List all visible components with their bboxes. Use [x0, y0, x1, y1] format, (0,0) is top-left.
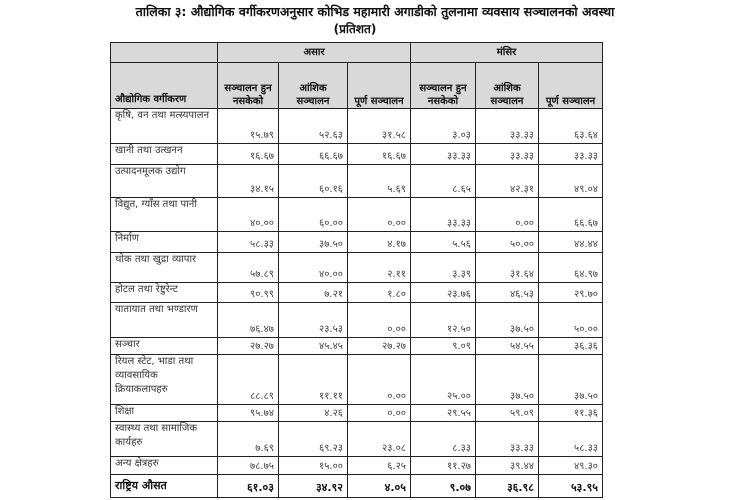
row-label: खानी तथा उत्खनन [111, 144, 218, 165]
value-cell: ७.६९ [218, 422, 279, 457]
table-title: तालिका ३: औद्योगिक वर्गीकरणअनुसार कोभिड महामारी अगाडीको तुलनामा व्यवसाय सञ्चालनको अवस्था [135, 4, 615, 19]
value-cell: ०.०० [348, 198, 411, 232]
table-row [111, 253, 603, 283]
table-row [111, 422, 603, 457]
label-header: औद्योगिक वर्गीकरण [111, 63, 218, 109]
column-header: सञ्चालन हुन नसकेको [411, 63, 476, 109]
value-cell: ४२.३१ [476, 165, 539, 198]
value-cell: ६४.९७ [539, 253, 603, 283]
column-header: पूर्ण सञ्चालन [539, 63, 603, 109]
value-cell: ३४.९२ [279, 475, 348, 498]
row-label: राष्ट्रिय औसत [111, 475, 218, 498]
table-subtitle: (प्रतिशत) [333, 22, 377, 36]
value-cell: ११.११ [279, 355, 348, 405]
value-cell: ३९.४४ [476, 457, 539, 475]
value-cell: ५८.३३ [539, 422, 603, 457]
value-cell: ३१.५८ [348, 109, 411, 144]
group-header-mangsir: मंसिर [411, 43, 603, 63]
value-cell: ३३.३३ [476, 422, 539, 457]
row-label: उत्पादनमूलक उद्योग [111, 165, 218, 198]
value-cell: ११.२७ [411, 457, 476, 475]
value-cell: ९०.९९ [218, 283, 279, 303]
value-cell: ५०.०० [476, 232, 539, 253]
value-cell: ६१.०३ [218, 475, 279, 498]
value-cell: ३३.३३ [539, 144, 603, 165]
table-row [111, 198, 603, 232]
value-cell: ४९.३० [539, 457, 603, 475]
value-cell: ३३.३३ [411, 144, 476, 165]
table-row [111, 303, 603, 338]
value-cell: २९.५५ [411, 405, 476, 422]
value-cell: ३६.९८ [476, 475, 539, 498]
row-label: अन्य क्षेत्रहरु [111, 457, 218, 475]
table-row [111, 457, 603, 475]
business-operation-table [110, 42, 603, 498]
row-label: कृषि, वन तथा मत्स्यपालन [111, 109, 218, 144]
value-cell: ३.०३ [411, 109, 476, 144]
value-cell: ७.२१ [279, 283, 348, 303]
value-cell: ५३.९५ [539, 475, 603, 498]
value-cell: ६०.१६ [279, 165, 348, 198]
value-cell: ३७.५० [539, 355, 603, 405]
value-cell: ८.३३ [411, 422, 476, 457]
value-cell: २.११ [348, 253, 411, 283]
value-cell: १६.६७ [218, 144, 279, 165]
value-cell: ३३.३३ [476, 144, 539, 165]
value-cell: ३३.३३ [411, 198, 476, 232]
value-cell: ३७.५० [476, 355, 539, 405]
value-cell: ८.६५ [411, 165, 476, 198]
table-row [111, 109, 603, 144]
value-cell: ०.०० [348, 355, 411, 405]
value-cell: ४०.०० [218, 198, 279, 232]
value-cell: ३४.१५ [218, 165, 279, 198]
value-cell: ३३.३३ [476, 109, 539, 144]
table-row [111, 338, 603, 355]
table-row [111, 144, 603, 165]
total-row [111, 475, 603, 498]
table-row [111, 405, 603, 422]
value-cell: ५७.८९ [218, 253, 279, 283]
value-cell: ५०.०० [539, 303, 603, 338]
value-cell: ५४.५५ [476, 338, 539, 355]
group-header-asar: असार [218, 43, 411, 63]
value-cell: ७८.७५ [218, 457, 279, 475]
row-label: शिक्षा [111, 405, 218, 422]
empty-header-cell [111, 43, 218, 63]
value-cell: ५.५६ [411, 232, 476, 253]
value-cell: ४.०५ [348, 475, 411, 498]
value-cell: ४४.४४ [539, 232, 603, 253]
column-header: पूर्ण सञ्चालन [348, 63, 411, 109]
value-cell: ३७.५० [476, 303, 539, 338]
value-cell: ३१.६४ [476, 253, 539, 283]
value-cell: २५.०० [411, 355, 476, 405]
column-header: आंशिक सञ्चालन [279, 63, 348, 109]
table-row [111, 165, 603, 198]
value-cell: २३.५३ [279, 303, 348, 338]
value-cell: ६.२५ [348, 457, 411, 475]
value-cell: ३६.३६ [539, 338, 603, 355]
value-cell: ५९.०९ [476, 405, 539, 422]
row-label: थोक तथा खुद्रा व्यापार [111, 253, 218, 283]
row-label: स्वास्थ्य तथा सामाजिक कार्यहरु [111, 422, 218, 457]
value-cell: ६९.२३ [279, 422, 348, 457]
value-cell: ४०.०० [279, 253, 348, 283]
table-row [111, 232, 603, 253]
value-cell: ९.०९ [411, 338, 476, 355]
value-cell: ०.०० [476, 198, 539, 232]
value-cell: १५.०० [279, 457, 348, 475]
value-cell: ८८.८९ [218, 355, 279, 405]
row-label: रियल स्टेट, भाडा तथा व्यावसायिक क्रियाकलापहरु [111, 355, 218, 405]
value-cell: ३७.५० [279, 232, 348, 253]
value-cell: ४९.०४ [539, 165, 603, 198]
value-cell: ४.२६ [279, 405, 348, 422]
value-cell: ५२.६३ [279, 109, 348, 144]
column-header: सञ्चालन हुन नसकेको [218, 63, 279, 109]
value-cell: ०.०० [348, 405, 411, 422]
value-cell: ७६.४७ [218, 303, 279, 338]
value-cell: २३.०८ [348, 422, 411, 457]
value-cell: ६३.६४ [539, 109, 603, 144]
row-label: निर्माण [111, 232, 218, 253]
value-cell: २३.७६ [411, 283, 476, 303]
value-cell: ५.६९ [348, 165, 411, 198]
value-cell: ६६.६७ [279, 144, 348, 165]
value-cell: ६६.६७ [539, 198, 603, 232]
value-cell: १२.५० [411, 303, 476, 338]
value-cell: १५.७९ [218, 109, 279, 144]
table-row [111, 283, 603, 303]
value-cell: ३.३९ [411, 253, 476, 283]
row-label: यातायात तथा भण्डारण [111, 303, 218, 338]
value-cell: ५८.३३ [218, 232, 279, 253]
value-cell: ४.१७ [348, 232, 411, 253]
value-cell: ४६.५३ [476, 283, 539, 303]
row-label: होटल तथा रेष्टुरेन्ट [111, 283, 218, 303]
column-header: आंशिक सञ्चालन [476, 63, 539, 109]
value-cell: १.८० [348, 283, 411, 303]
value-cell: ९५.७४ [218, 405, 279, 422]
value-cell: ०.०० [348, 303, 411, 338]
value-cell: ११.३६ [539, 405, 603, 422]
value-cell: २७.२७ [218, 338, 279, 355]
value-cell: ४५.४५ [279, 338, 348, 355]
value-cell: १६.६७ [348, 144, 411, 165]
row-label: विद्युत, ग्याँस तथा पानी [111, 198, 218, 232]
value-cell: २७.२७ [348, 338, 411, 355]
table-row [111, 355, 603, 405]
value-cell: ९.०७ [411, 475, 476, 498]
value-cell: ६०.०० [279, 198, 348, 232]
value-cell: २९.७० [539, 283, 603, 303]
row-label: सञ्चार [111, 338, 218, 355]
